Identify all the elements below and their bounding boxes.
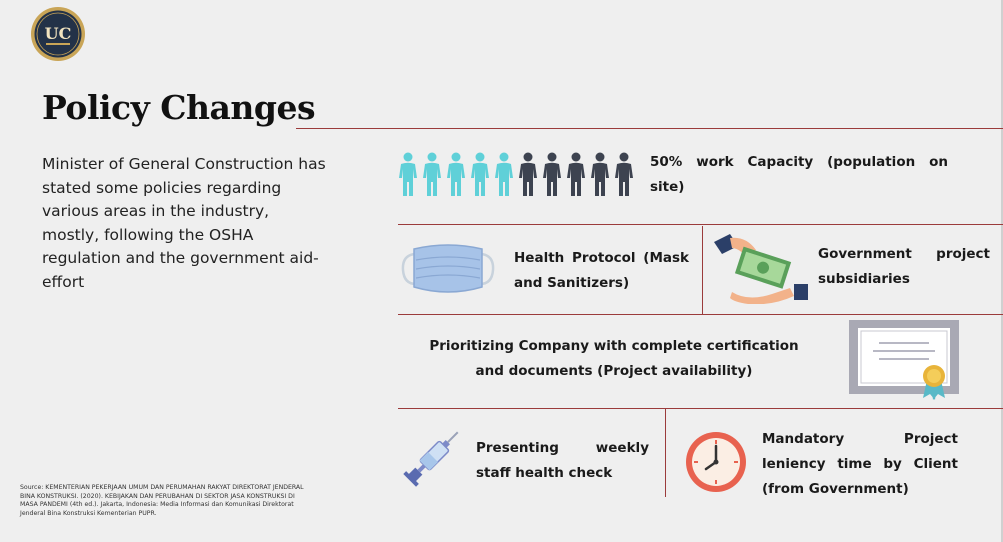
subsidiaries-text: Government project subsidiaries bbox=[818, 246, 990, 287]
university-seal-icon bbox=[30, 6, 86, 62]
face-mask-icon bbox=[400, 242, 496, 294]
person-icon bbox=[422, 152, 442, 196]
divider-row1 bbox=[398, 224, 1003, 225]
person-icon bbox=[446, 152, 466, 196]
certification-text: Prioritizing Company with complete certification and documents (Project availability) bbox=[429, 338, 799, 379]
divider-vertical-top bbox=[702, 226, 703, 314]
page-title: Policy Changes bbox=[42, 88, 316, 127]
person-icon bbox=[518, 152, 538, 196]
person-icon bbox=[590, 152, 610, 196]
person-icon bbox=[398, 152, 418, 196]
money-handover-icon bbox=[712, 232, 810, 304]
person-icon bbox=[566, 152, 586, 196]
certificate-icon bbox=[849, 320, 959, 400]
title-underline bbox=[296, 128, 1003, 129]
divider-row3 bbox=[398, 408, 1003, 409]
leniency-text: Mandatory Project leniency time by Client (from Government) bbox=[762, 431, 958, 497]
person-icon bbox=[542, 152, 562, 196]
people-icon bbox=[398, 152, 634, 196]
clock-icon bbox=[685, 431, 747, 493]
intro-description: Minister of General Construction has stated some policies regarding various areas in the industry, mostly, following the OSHA regulation and the government aid-effort bbox=[42, 155, 326, 291]
health-check-text: Presenting weekly staff health check bbox=[476, 440, 649, 481]
syringe-icon bbox=[398, 420, 468, 494]
capacity-policy-text: 50% work Capacity (population on site) bbox=[650, 154, 948, 195]
health-protocol-text: Health Protocol (Mask and Sanitizers) bbox=[514, 250, 689, 291]
source-citation: Source: KEMENTERIAN PEKERJAAN UMUM DAN PERUMAHAN RAKYAT DIREKTORAT JENDERAL BINA KONSTRUKSI. (2020). KEBIJAKAN DAN PERUBAHAN DI SEKTOR JASA KONSTRUKSI DI MASA PANDEMI (4th ed.). Jakarta, Indonesia: Media Informasi dan Komunikasi Direktorat Jenderal Bina Konstruksi Kementerian PUPR. bbox=[20, 484, 304, 517]
divider-row2 bbox=[398, 314, 1003, 315]
divider-vertical-bottom bbox=[665, 409, 666, 497]
person-icon bbox=[494, 152, 514, 196]
svg-text:UC: UC bbox=[44, 24, 72, 43]
person-icon bbox=[470, 152, 490, 196]
person-icon bbox=[614, 152, 634, 196]
